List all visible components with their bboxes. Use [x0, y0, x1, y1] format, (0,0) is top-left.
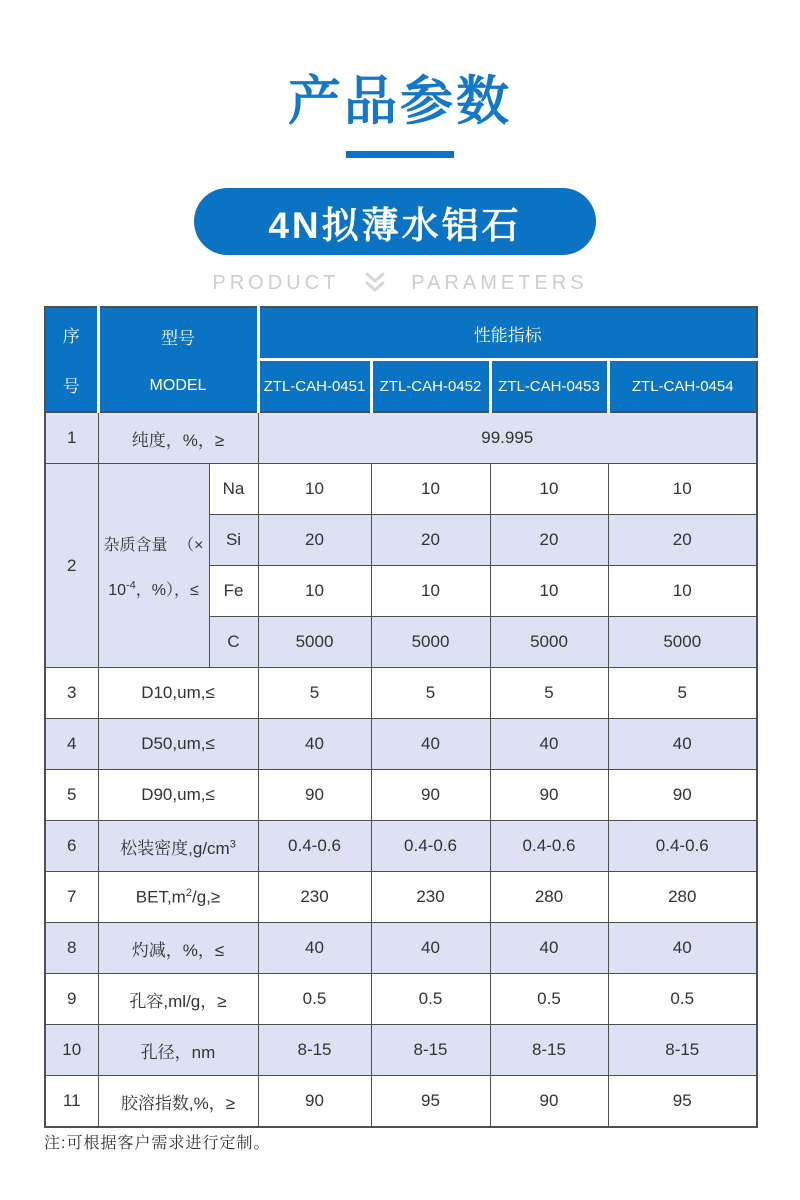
header-seq	[45, 307, 98, 412]
impurity-label-part: 10	[108, 581, 126, 599]
eyebrow-product: PRODUCT	[212, 271, 340, 294]
row-value: 90	[490, 1076, 608, 1128]
row-label: D50,um,≤	[98, 719, 258, 770]
impurity-label-part: （×	[178, 536, 204, 554]
row-label	[98, 872, 258, 923]
row-number: 4	[45, 719, 98, 770]
header-model-en: MODEL	[149, 377, 207, 395]
row-value: 10	[608, 566, 757, 617]
row-value: 5	[608, 668, 757, 719]
row-value: 10	[490, 464, 608, 515]
row-value: 20	[490, 515, 608, 566]
table-row	[45, 974, 757, 1025]
row-value: 5	[258, 668, 371, 719]
impurity-label-sup: -4	[126, 579, 136, 592]
row-label-sup: 2	[185, 886, 192, 899]
table-row	[45, 923, 757, 974]
row-value: 99.995	[258, 412, 757, 464]
page-title: 产品参数	[288, 72, 512, 131]
row-value: 90	[371, 770, 490, 821]
row-value: 40	[490, 923, 608, 974]
row-value: 20	[371, 515, 490, 566]
header-row-1	[45, 307, 757, 360]
row-value: 10	[258, 464, 371, 515]
row-value: 0.5	[371, 974, 490, 1025]
table-row	[45, 1025, 757, 1076]
row-number: 1	[45, 412, 98, 464]
row-value: 40	[608, 719, 757, 770]
row-value: 40	[608, 923, 757, 974]
row-value: 5000	[258, 617, 371, 668]
table-row	[45, 668, 757, 719]
header-model-0454: ZTL-CAH-0454	[608, 360, 757, 413]
row-value: 0.5	[608, 974, 757, 1025]
row-label-sup: 3	[229, 837, 236, 850]
title-underline	[346, 151, 454, 158]
row-value: 5	[490, 668, 608, 719]
row-value: 8-15	[371, 1025, 490, 1076]
row-number: 6	[45, 821, 98, 872]
impurity-label-part: 杂质含量	[103, 536, 168, 554]
row-value: 95	[608, 1076, 757, 1128]
row-value: 90	[490, 770, 608, 821]
row-number: 2	[45, 464, 98, 668]
row-value: 10	[371, 464, 490, 515]
product-name: 4N拟薄水铝石	[268, 204, 522, 246]
row-number: 11	[45, 1076, 98, 1128]
row-number: 7	[45, 872, 98, 923]
header-model-0453: ZTL-CAH-0453	[490, 360, 608, 413]
spec-table-wrapper	[44, 306, 756, 1128]
header-model-cn: 型号	[161, 328, 195, 348]
header-seq-line2: 号	[62, 377, 80, 396]
row-value: 90	[258, 1076, 371, 1128]
row-value: 0.5	[258, 974, 371, 1025]
row-label: 孔径，nm	[98, 1025, 258, 1076]
row-label-part: /g,≥	[191, 887, 221, 907]
element-label: C	[209, 617, 258, 668]
spec-table	[44, 306, 758, 1128]
row-value: 280	[608, 872, 757, 923]
row-value: 5	[371, 668, 490, 719]
row-label: 灼减，%，≤	[98, 923, 258, 974]
element-label: Fe	[209, 566, 258, 617]
header-model-0452: ZTL-CAH-0452	[371, 360, 490, 413]
row-value: 5000	[490, 617, 608, 668]
table-row	[45, 412, 757, 464]
row-value: 0.4-0.6	[258, 821, 371, 872]
row-value: 8-15	[490, 1025, 608, 1076]
table-row	[45, 821, 757, 872]
eyebrow	[0, 268, 800, 298]
row-label: 孔容,ml/g，≥	[98, 974, 258, 1025]
row-value: 40	[371, 923, 490, 974]
row-value: 10	[258, 566, 371, 617]
row-label	[98, 821, 258, 872]
element-label: Si	[209, 515, 258, 566]
row-value: 5000	[371, 617, 490, 668]
table-row	[45, 872, 757, 923]
header-performance: 性能指标	[258, 307, 757, 360]
row-value: 90	[258, 770, 371, 821]
row-value: 0.5	[490, 974, 608, 1025]
element-label: Na	[209, 464, 258, 515]
row-value: 5000	[608, 617, 757, 668]
table-row	[45, 1076, 757, 1128]
row-value: 20	[258, 515, 371, 566]
product-name-pill	[194, 188, 596, 255]
row-value: 280	[490, 872, 608, 923]
row-number: 10	[45, 1025, 98, 1076]
header-model	[98, 307, 258, 412]
double-chevron-down-icon	[361, 271, 389, 295]
row-label: 纯度，%，≥	[98, 412, 258, 464]
row-value: 10	[608, 464, 757, 515]
row-value: 230	[371, 872, 490, 923]
row-number: 3	[45, 668, 98, 719]
row-value: 8-15	[608, 1025, 757, 1076]
header-model-0451: ZTL-CAH-0451	[258, 360, 371, 413]
table-row	[45, 719, 757, 770]
row-value: 0.4-0.6	[371, 821, 490, 872]
row-label: D90,um,≤	[98, 770, 258, 821]
row-number: 9	[45, 974, 98, 1025]
row-value: 0.4-0.6	[608, 821, 757, 872]
row-number: 8	[45, 923, 98, 974]
header-seq-line1: 序	[62, 327, 80, 346]
eyebrow-parameters: PARAMETERS	[411, 271, 588, 294]
row-number: 5	[45, 770, 98, 821]
row-value: 20	[608, 515, 757, 566]
row-label	[98, 464, 209, 668]
row-label-part: 松装密度,g/cm	[120, 838, 230, 858]
row-value: 8-15	[258, 1025, 371, 1076]
row-value: 95	[371, 1076, 490, 1128]
impurity-label-part: ，%），≤	[135, 581, 199, 599]
row-value: 40	[490, 719, 608, 770]
row-value: 0.4-0.6	[490, 821, 608, 872]
row-value: 10	[490, 566, 608, 617]
row-value: 230	[258, 872, 371, 923]
table-row	[45, 464, 757, 515]
footnote: 注:可根据客户需求进行定制。	[44, 1135, 271, 1152]
row-label: D10,um,≤	[98, 668, 258, 719]
row-value: 40	[258, 719, 371, 770]
row-label-part: BET,m	[135, 887, 186, 907]
row-value: 40	[258, 923, 371, 974]
table-row	[45, 770, 757, 821]
row-value: 10	[371, 566, 490, 617]
row-value: 40	[371, 719, 490, 770]
row-value: 90	[608, 770, 757, 821]
row-label: 胶溶指数,%，≥	[98, 1076, 258, 1128]
